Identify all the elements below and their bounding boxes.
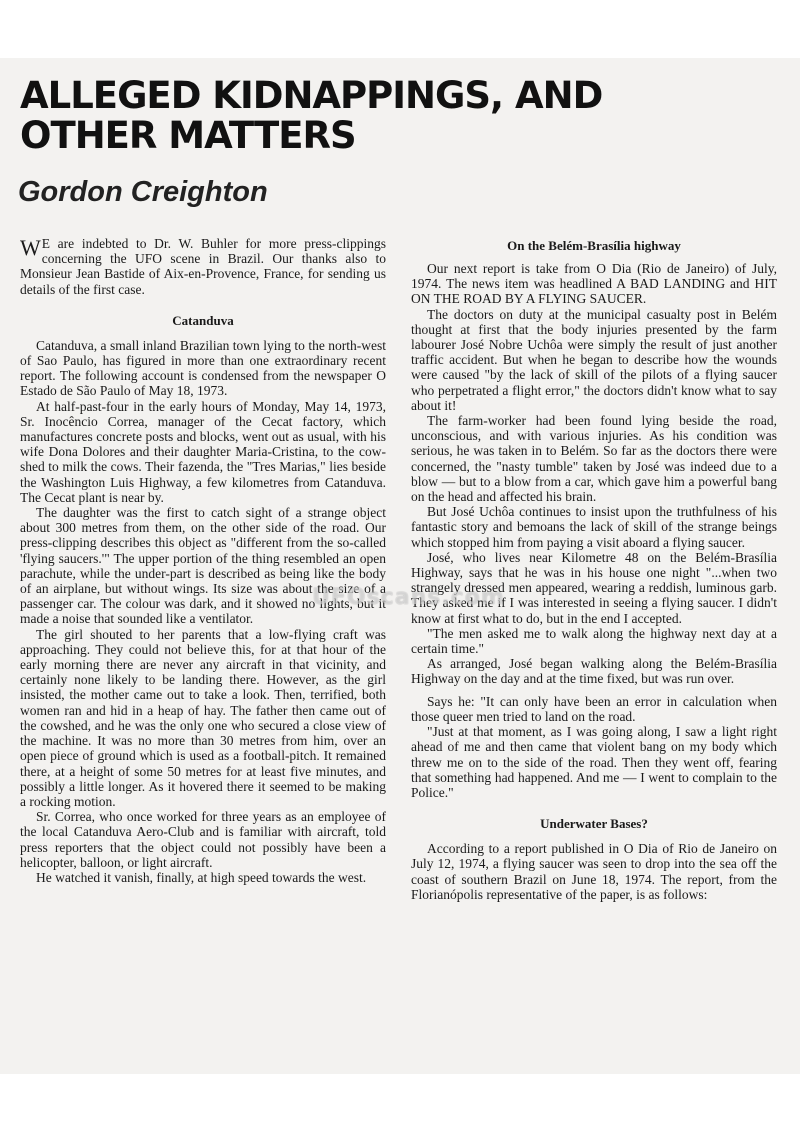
intro-paragraph [20, 236, 386, 297]
paragraph: According to a report published in O Dia of Rio de Janeiro on July 12, 1974, a flying saucer was seen to drop into the sea off the coast of southern Brazil on June 18, 1974. The report, from the Florianópolis representative of the paper, is as follows: [411, 841, 777, 902]
paragraph: As arranged, José began walking along the Belém-Brasília Highway on the day and at the time fixed, but was run over. [411, 656, 777, 687]
paragraph: The farm-worker had been found lying beside the road, unconscious, and with various injuries. As his condition was serious, he was taken in to Belém. So far as the doctors there were concerned, the "nasty tumble" taken by José was indeed due to a blow — but to a blow from a car, which gave him a powerful bang on the head and affected his brain. [411, 413, 777, 505]
section-heading-catanduva: Catanduva [172, 312, 234, 328]
paragraph: Sr. Correa, who once worked for three years as an employee of the local Catanduva Aero-Club and is familiar with aircraft, told press reporters that the object could not possibly have been a helicopter, balloon, or light aircraft. [20, 809, 386, 870]
paragraph: The doctors on duty at the municipal casualty post in Belém thought at first that the body injuries presented by the farm labourer José Nobre Uchôa were simply the result of just another traffic accident. But when he began to describe how the wounds were caused "by the lack of skill of the pilots of a flying saucer who perpetrated a flight error," the doctors didn't know what to say about it! [411, 306, 777, 413]
paragraph: He watched it vanish, finally, at high speed towards the west. [36, 869, 367, 885]
drop-cap: W [20, 235, 41, 260]
article-author: Gordon Creighton [18, 176, 268, 208]
paragraph: But José Uchôa continues to insist upon the truthfulness of his fantastic story and bemoans the lack of skill of the strange beings which stopped him from paying a visit aboard a flying saucer. [411, 504, 777, 550]
paragraph: "Just at that moment, as I was going along, I saw a light right ahead of me and then came that violent bang on my body which threw me on to the side of the road. Then they went off, fearing that something had happened. And me — I went to complain to the Police." [411, 724, 777, 800]
section-heading-belem-brasilia: On the Belém-Brasília highway [507, 238, 681, 253]
paragraph: "The men asked me to walk along the highway next day at a certain time." [411, 625, 777, 657]
paragraph: Catanduva, a small inland Brazilian town lying to the north-west of Sao Paulo, has figured in more than one extraordinary recent report. The following account is condensed from the newspaper O Estado de São Paulo of May 18, 1973. [20, 337, 386, 399]
paragraph: Says he: "It can only have been an error in calculation when those queer men tried to land on the road. [411, 693, 777, 724]
paragraph: Our next report is take from O Dia (Rio de Janeiro) of July, 1974. The news item was headlined A BAD LANDING and HIT ON THE ROAD BY A FLYING SAUCER. [411, 261, 777, 307]
watermark: UFOscans.com [312, 585, 505, 610]
right-column [411, 238, 777, 902]
magazine-page [0, 58, 800, 1074]
paragraph: At half-past-four in the early hours of Monday, May 14, 1973, Sr. Inocêncio Correa, manager of the Cecat factory, which manufactures concrete posts and blocks, went out as usual, with his wife Dona Dolores and their daughter Maria-Cristina, to the cow-shed to milk the cows. Their fazenda, the "Tres Marias," lies beside the Washington Luis Highway, a few kilometres from Catanduva. The Cecat plant is near by. [20, 398, 386, 505]
paragraph: The girl shouted to her parents that a low-flying craft was approaching. They could not believe this, for at that hour of the early morning there are never any aircraft in that vicinity, and certainly none likely to be landing there. However, as the girl insisted, the mother came out to take a look. Then, terrified, both women ran and hid in a heap of hay. The father then came out of the cowshed, and he was the only one who secured a close view of the machine. It was no more than 30 metres from him, over an open piece of ground which is used as a football-pitch. It remained there, at a height of some 50 metres for at least five minutes, and possibly a little longer. As it hovered there it seemed to be making a rocking motion. [20, 626, 386, 809]
article-title: ALLEGED KIDNAPPINGS, AND OTHER MATTERS [20, 74, 603, 157]
section-heading-underwater-bases: Underwater Bases? [540, 816, 648, 832]
paragraph: The daughter was the first to catch sight of a strange object about 300 metres from them, on the other side of the road. Our press-clipping describes this object as "different from the so-called 'flying saucers.'" The upper portion of the thing resembled an open parachute, while the under-part is described as being like the body of an airplane, but without wings. Its size was about the size of a passenger car. The colour was dark, and it showed no lights, but it made a noise that sounded like a ventilator. [20, 505, 386, 627]
left-column [20, 236, 386, 885]
intro-text: E are indebted to Dr. W. Buhler for more press-clippings concerning the UFO scene in Brazil. Our thanks also to Monsieur Jean Bastide of Aix-en-Provence, France, for sending us details of the first case. [20, 236, 386, 297]
paragraph: José, who lives near Kilometre 48 on the Belém-Brasília Highway, says that he was in his house one night "...when two strangely dressed men appeared, wearing a reddish, luminous garb. They asked me if I was interested in seeing a flying saucer. I didn't know at first what to do, but in the end I accepted. [411, 549, 777, 626]
